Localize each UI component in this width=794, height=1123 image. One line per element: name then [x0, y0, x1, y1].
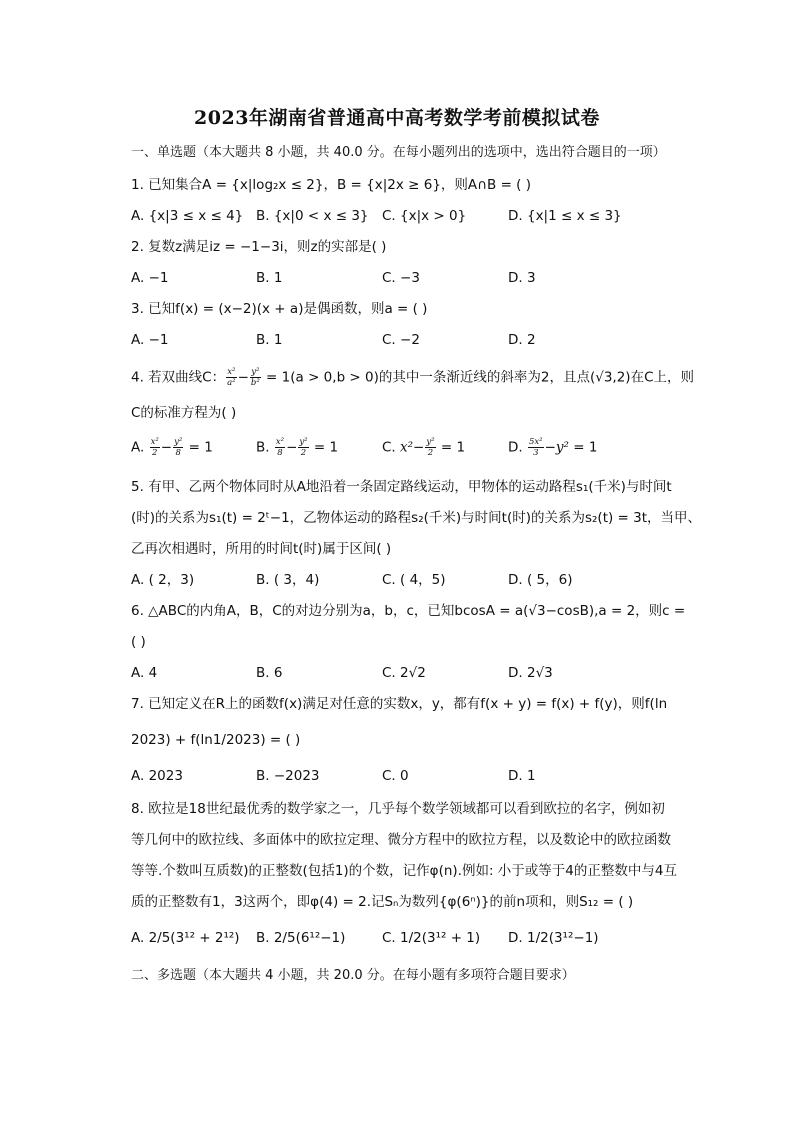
section-heading-single-choice: 一、单选题（本大题共 8 小题，共 40.0 分。在每小题列出的选项中，选出符合题目的一项） — [131, 145, 666, 160]
q2-option-b[interactable]: B. 1 — [256, 270, 283, 286]
q6-option-c[interactable]: C. 2√2 — [382, 665, 426, 681]
q6-option-a[interactable]: A. 4 — [131, 665, 158, 681]
q5-option-c[interactable]: C. ( 4，5) — [382, 572, 446, 588]
question-3-stem: 3. 已知f(x) = (x−2)(x + a)是偶函数，则a = ( ) — [131, 301, 428, 317]
q5-option-a[interactable]: A. ( 2，3) — [131, 572, 195, 588]
question-5-line2: (时)的关系为s₁(t) = 2ᵗ−1，乙物体运动的路程s₂(千米)与时间t(时)的关系为s₂(t) = 3t，当甲、 — [131, 510, 702, 526]
q4-fraction-x: $\frac{\text{x²}}{\text{a²}}$ — [227, 367, 236, 388]
q1-option-b[interactable]: B. {x|0 < x ≤ 3} — [256, 208, 369, 224]
question-4-stem-line2: C的标准方程为( ) — [131, 405, 237, 421]
q4-option-d[interactable]: D. $\frac{\text{5x²}}{3}$ −y² = 1 — [508, 437, 598, 458]
question-8-line4: 质的正整数有1，3这两个，即φ(4) = 2.记Sₙ为数列{φ(6ⁿ)}的前n项和，则S₁₂ = ( ) — [131, 894, 634, 910]
q4-stem-suffix: = 1(a > 0,b > 0)的其中一条渐近线的斜率为2，且点(√3,2)在C上，则 — [261, 369, 695, 386]
question-1-stem: 1. 已知集合A = {x|log₂x ≤ 2}，B = {x|2x ≥ 6}，则A∩B = ( ) — [131, 177, 532, 193]
q1-option-c[interactable]: C. {x|x > 0} — [382, 208, 467, 224]
q4-option-b[interactable]: B. $\frac{\text{x²}}{8}$ − $\frac{\text{y²}}{2}$ = 1 — [256, 437, 339, 458]
q4-option-c[interactable]: C. x²− $\frac{\text{y²}}{2}$ = 1 — [382, 437, 466, 458]
question-6-line1: 6. △ABC的内角A，B，C的对边分别为a，b，c，已知bcosA = a(√3−cosB),a = 2，则c = — [131, 603, 686, 619]
q4-stem-prefix: 4. 若双曲线C： — [131, 369, 226, 386]
section-heading-multi-choice: 二、多选题（本大题共 4 小题，共 20.0 分。在每小题有多项符合题目要求） — [131, 968, 575, 983]
q5-option-d[interactable]: D. ( 5，6) — [508, 572, 573, 588]
question-4-stem: 4. 若双曲线C： $\frac{\text{x²}}{\text{a²}}$ − $\frac{\text{y²}}{\text{b²}}$ = 1(a > 0,b > 0)的其中一条渐近线的斜率为2，且点(√3,2)在C上，则 — [131, 367, 695, 388]
q4-option-b-label: B. — [256, 439, 270, 456]
question-5-line3: 乙再次相遇时，所用的时间t(时)属于区间( ) — [131, 541, 392, 557]
question-6-line2: ( ) — [131, 634, 146, 650]
question-8-line2: 等几何中的欧拉线、多面体中的欧拉定理、微分方程中的欧拉方程，以及数论中的欧拉函数 — [131, 832, 671, 848]
q4-option-d-label: D. — [508, 439, 523, 456]
q7-option-c[interactable]: C. 0 — [382, 768, 409, 784]
q3-option-a[interactable]: A. −1 — [131, 332, 169, 348]
q4-option-a[interactable]: A. $\frac{\text{x²}}{2}$ − $\frac{\text{y²}}{8}$ = 1 — [131, 437, 213, 458]
q3-option-d[interactable]: D. 2 — [508, 332, 536, 348]
q2-option-d[interactable]: D. 3 — [508, 270, 536, 286]
q7-option-b[interactable]: B. −2023 — [256, 768, 320, 784]
q6-option-b[interactable]: B. 6 — [256, 665, 283, 681]
q5-option-b[interactable]: B. ( 3，4) — [256, 572, 320, 588]
q7-option-d[interactable]: D. 1 — [508, 768, 536, 784]
question-5-line1: 5. 有甲、乙两个物体同时从A地沿着一条固定路线运动，甲物体的运动路程s₁(千米)与时间t — [131, 479, 672, 495]
q4-option-a-label: A. — [131, 439, 145, 456]
q7-option-a[interactable]: A. 2023 — [131, 768, 183, 784]
q1-option-d[interactable]: D. {x|1 ≤ x ≤ 3} — [508, 208, 622, 224]
q8-option-d[interactable]: D. 1/2(3¹²−1) — [508, 930, 599, 946]
question-7-line2: 2023) + f(ln1/2023) = ( ) — [131, 732, 301, 748]
q8-option-b[interactable]: B. 2/5(6¹²−1) — [256, 930, 346, 946]
q2-option-a[interactable]: A. −1 — [131, 270, 169, 286]
q1-option-a[interactable]: A. {x|3 ≤ x ≤ 4} — [131, 208, 244, 224]
q3-option-b[interactable]: B. 1 — [256, 332, 283, 348]
q6-option-d[interactable]: D. 2√3 — [508, 665, 553, 681]
question-7-line1: 7. 已知定义在R上的函数f(x)满足对任意的实数x，y，都有f(x + y) = f(x) + f(y)，则f(ln — [131, 696, 668, 712]
q4-fraction-y: $\frac{\text{y²}}{\text{b²}}$ — [250, 367, 260, 388]
q2-option-c[interactable]: C. −3 — [382, 270, 420, 286]
page-title: 2023年湖南省普通高中高考数学考前模拟试卷 — [194, 107, 600, 129]
q8-option-c[interactable]: C. 1/2(3¹² + 1) — [382, 930, 481, 946]
question-2-stem: 2. 复数z满足iz = −1−3i，则z的实部是( ) — [131, 239, 387, 255]
q3-option-c[interactable]: C. −2 — [382, 332, 420, 348]
q4-option-c-label: C. — [382, 439, 396, 456]
question-8-line3: 等等.个数叫互质数)的正整数(包括1)的个数，记作φ(n).例如: 小于或等于4的正整数中与4互 — [131, 863, 677, 879]
question-8-line1: 8. 欧拉是18世纪最优秀的数学家之一，几乎每个数学领域都可以看到欧拉的名字，例如初 — [131, 801, 665, 817]
q8-option-a[interactable]: A. 2/5(3¹² + 2¹²) — [131, 930, 240, 946]
